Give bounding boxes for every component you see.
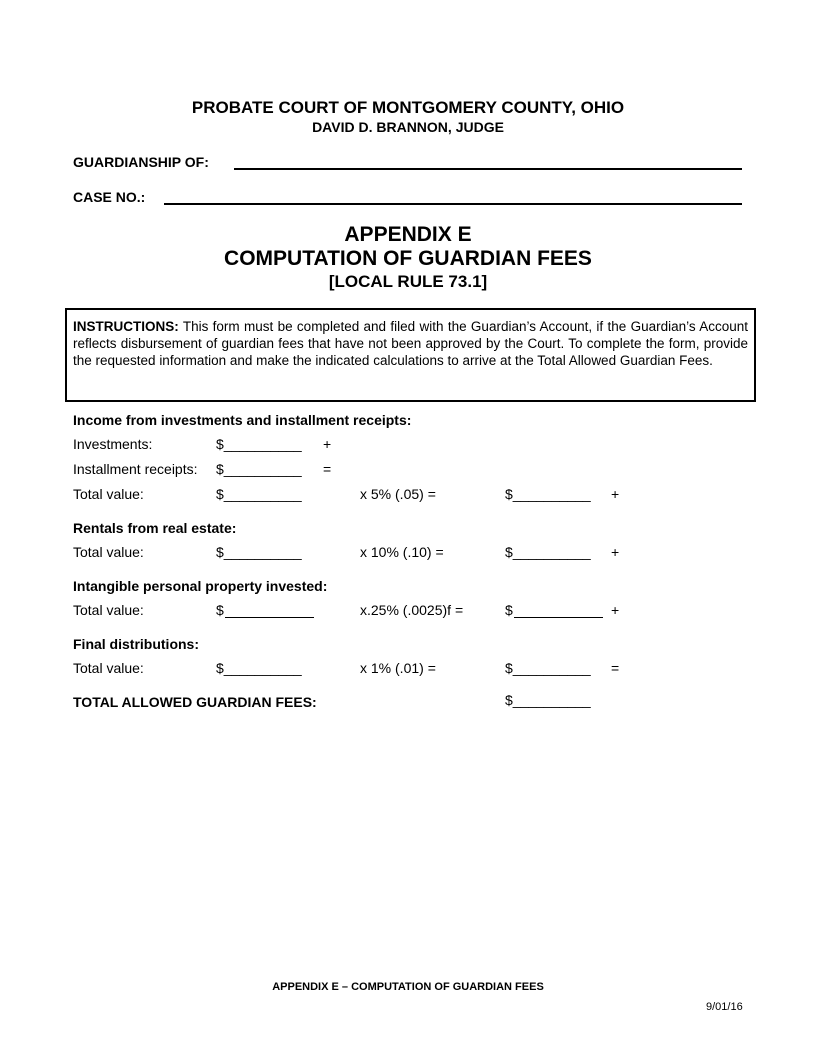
case-no-label: CASE NO.: [73,189,146,205]
installment-operator: = [323,461,332,477]
income-result-input[interactable]: $__________ [505,486,591,502]
intangible-result-input[interactable] [505,602,513,618]
investments-label: Investments: [73,436,153,452]
income-operator: + [611,486,620,502]
rentals-heading: Rentals from real estate: [73,520,237,536]
intangible-total-input[interactable] [216,602,224,618]
final-rate: x 1% (.01) = [360,660,436,676]
final-operator: = [611,660,620,676]
installment-label: Installment receipts: [73,461,198,477]
investments-input[interactable]: $__________ [216,436,302,452]
intangible-total-underline [225,617,314,618]
judge-name: DAVID D. BRANNON, JUDGE [312,119,504,135]
form-title: COMPUTATION OF GUARDIAN FEES [224,247,592,270]
court-name: PROBATE COURT OF MONTGOMERY COUNTY, OHIO [191,98,625,117]
final-heading: Final distributions: [73,636,199,652]
income-heading: Income from investments and installment receipts: [73,412,412,428]
rentals-total-label: Total value: [73,544,144,560]
rentals-operator: + [611,544,620,560]
intangible-rate: x.25% (.0025)f = [360,602,464,618]
intangible-operator: + [611,602,620,618]
guardianship-field[interactable] [234,168,742,170]
instructions-text: This form must be completed and filed with the Guardian’s Account, if the Guardian’s Account reflects disbursement of guardian fees that have not been approved by the Court. To complete the form, provide the requested information and make the indicated calculations to arrive at the Total Allowed Guardian Fees. [73,319,748,368]
income-total-input[interactable]: $__________ [216,486,302,502]
income-rate: x 5% (.05) = [360,486,436,502]
installment-input[interactable]: $__________ [216,461,302,477]
intangible-heading: Intangible personal property invested: [73,578,328,594]
guardianship-label: GUARDIANSHIP OF: [73,154,209,170]
intangible-total-label: Total value: [73,602,144,618]
final-total-label: Total value: [73,660,144,676]
intangible-result-underline [514,617,603,618]
final-total-input[interactable]: $__________ [216,660,302,676]
appendix-title: APPENDIX E [344,223,472,246]
footer-title: APPENDIX E – COMPUTATION OF GUARDIAN FEES [272,981,544,993]
instructions-box [65,308,756,402]
case-no-field[interactable] [164,203,742,205]
revision-date: 9/01/16 [706,1001,743,1013]
intangible-total-value: $ [216,602,224,618]
rentals-rate: x 10% (.10) = [360,544,444,560]
final-result-input[interactable]: $__________ [505,660,591,676]
total-fees-input[interactable]: $__________ [505,692,591,708]
intangible-result-value: $ [505,602,513,618]
income-total-label: Total value: [73,486,144,502]
rentals-result-input[interactable]: $__________ [505,544,591,560]
investments-operator: + [323,436,332,452]
rentals-total-input[interactable]: $__________ [216,544,302,560]
instructions-label: INSTRUCTIONS: [73,319,179,334]
total-fees-label: TOTAL ALLOWED GUARDIAN FEES: [73,694,317,710]
local-rule: [LOCAL RULE 73.1] [328,272,488,291]
